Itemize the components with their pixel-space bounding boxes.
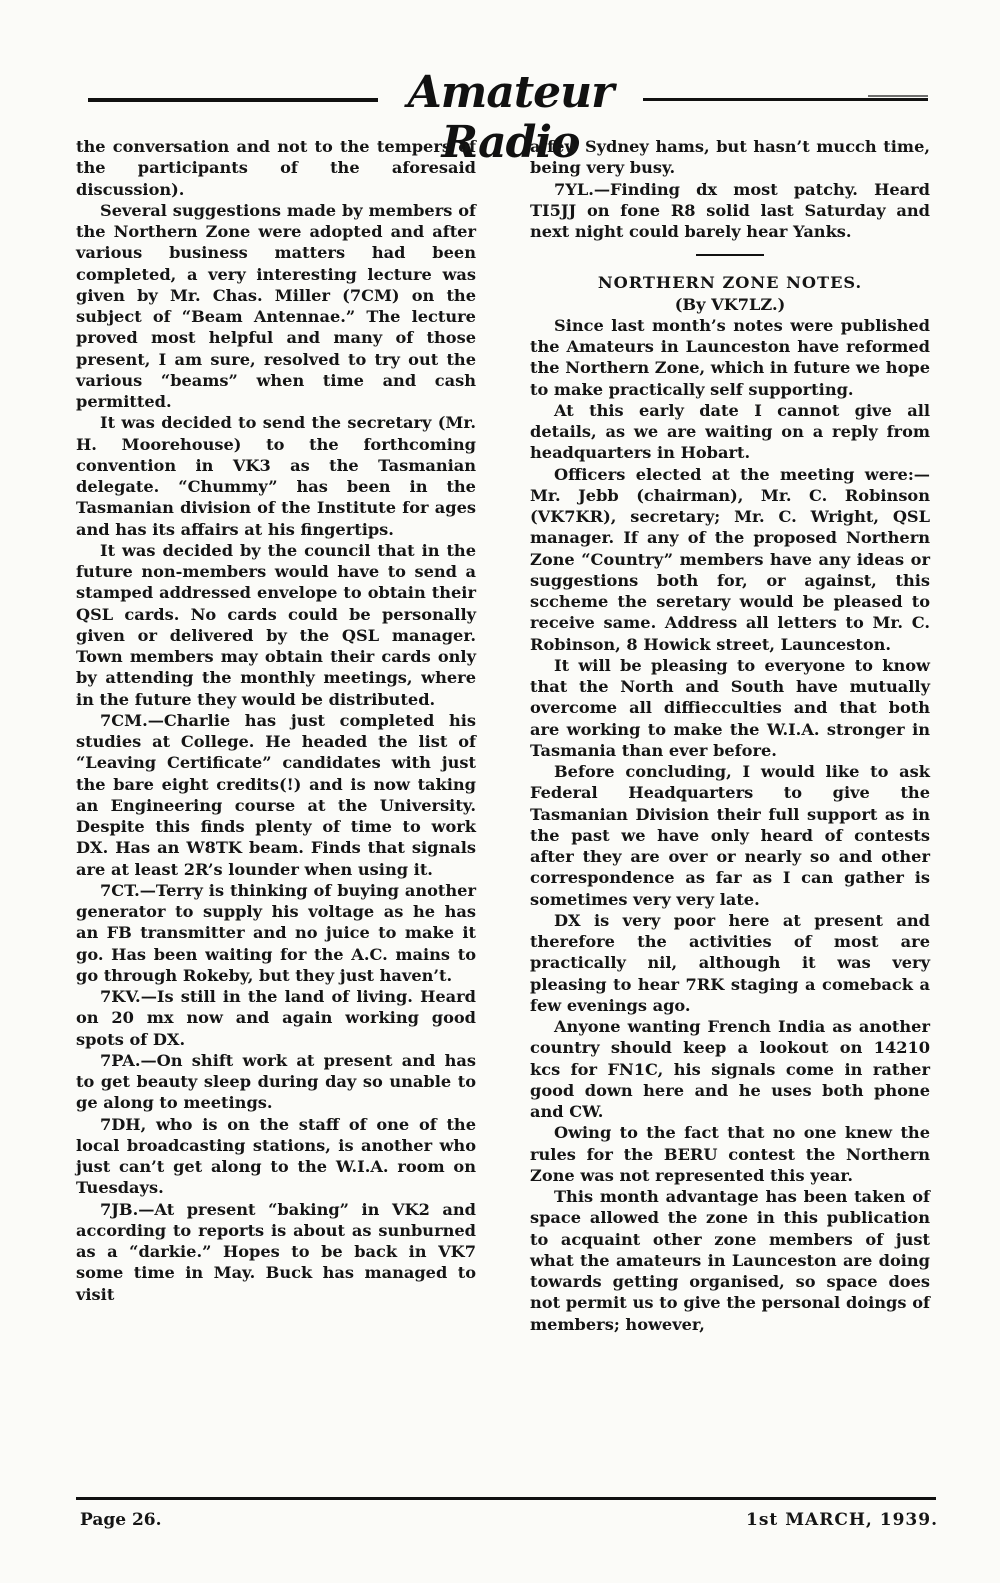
paragraph: 7PA.—On shift work at present and has to get beauty sleep during day so unable to ge along to meetings.: [76, 1050, 476, 1113]
paragraph: It was decided to send the secretary (Mr. H. Moorehouse) to the forthcoming convention in VK3 as the Tasmanian delegate. “Chummy” has been in the Tasmanian division of the Institute for ages and has its affairs at his fingertips.: [76, 413, 476, 539]
paragraph: 7JB.—At present “baking” in VK2 and according to reports is about as sunburned as a “darkie.” Hopes to be back in VK7 some time in May. Buck has managed to visit: [76, 1199, 476, 1304]
paragraph: Several suggestions made by members of the Northern Zone were adopted and after various business matters had been completed, a very interesting lecture was given by Mr. Chas. Miller (7CM) on the subject of “Beam Antennae.” The lecture proved most helpful and many of those present, I am sure, resolved to try out the various “beams” when time and cash permitted.: [76, 200, 476, 411]
page-number: Page 26.: [80, 1510, 162, 1530]
paragraph: 7DH, who is on the staff of one of the local broadcasting stations, is another who just can’t get along to the W.I.A. room on Tuesdays.: [76, 1114, 476, 1198]
section-byline: (By VK7LZ.): [674, 294, 786, 314]
footer-rule: [76, 1497, 936, 1500]
paragraph: Before concluding, I would like to ask Federal Headquarters to give the Tasmanian Division their full support as in the past we have only heard of contests after they are over or nearly so and other correspondence as far as I can gather is sometimes very very late.: [530, 762, 930, 909]
paragraph: 7YL.—Finding dx most patchy. Heard TI5JJ on fone R8 solid last Saturday and next night could barely hear Yanks.: [530, 179, 930, 241]
left-column: [76, 136, 476, 1305]
paragraph: DX is very poor here at present and therefore the activities of most are practically nil, although it was very pleasing to hear 7RK staging a comeback a few evenings ago.: [530, 910, 930, 1015]
paragraph: 7CM.—Charlie has just completed his studies at College. He headed the list of “Leaving Certificate” candidates with just the bare eight credits(!) and is now taking an Engineering course at the University. Despite this finds plenty of time to work DX. Has an W8TK beam. Finds that signals are at least 2R’s lounder when using it.: [76, 710, 476, 879]
paragraph: Officers elected at the meeting were:—Mr. Jebb (chairman), Mr. C. Robinson (VK7KR), secretary; Mr. C. Wright, QSL manager. If any of the proposed Northern Zone “Country” members have any ideas or suggestions both for, or against, this sccheme the seretary would be pleased to receive same. Address all letters to Mr. C. Robinson, 8 Howick street, Launceston.: [530, 464, 930, 654]
paragraph: a few Sydney hams, but hasn’t mucch time, being very busy.: [530, 137, 930, 178]
paragraph: Since last month’s notes were published the Amateurs in Launceston have reformed the Northern Zone, which in future we hope to make practically self supporting.: [530, 315, 930, 399]
section-divider: [696, 254, 764, 256]
paragraph: It will be pleasing to everyone to know that the North and South have mutually overcome all diffiecculties and that both are working to make the W.I.A. stronger in Tasmania than ever before.: [530, 655, 930, 760]
section-heading: NORTHERN ZONE NOTES.: [597, 273, 863, 293]
paragraph: Anyone wanting French India as another country should keep a lookout on 14210 kcs for FN1C, his signals come in rather good down here and he uses both phone and CW.: [530, 1017, 930, 1121]
paragraph: 7CT.—Terry is thinking of buying another generator to supply his voltage as he has an FB transmitter and no juice to make it go. Has been waiting for the A.C. mains to go through Rokeby, but they just haven’t.: [76, 880, 476, 985]
issue-date: 1st MARCH, 1939.: [746, 1510, 938, 1530]
masthead-rule-left: [88, 98, 378, 102]
paragraph: 7KV.—Is still in the land of living. Heard on 20 mx now and again working good spots of DX.: [76, 987, 476, 1049]
paragraph: It was decided by the council that in the future non-members would have to send a stamped addressed envelope to obtain their QSL cards. No cards could be personally given or delivered by the QSL manager. Town members may obtain their cards only by attending the monthly meetings, where in the future they would be distributed.: [76, 540, 476, 709]
paragraph: This month advantage has been taken of space allowed the zone in this publication to acquaint other zone members of just what the amateurs in Launceston are doing towards getting organised, so space does not permit us to give the personal doings of members; however,: [530, 1187, 930, 1334]
masthead-rule-right: [643, 98, 928, 101]
paragraph: Owing to the fact that no one knew the rules for the BERU contest the Northern Zone was not represented this year.: [530, 1123, 930, 1185]
paragraph: At this early date I cannot give all details, as we are waiting on a reply from headquarters in Hobart.: [530, 400, 930, 463]
paragraph: the conversation and not to the tempers of the participants of the aforesaid discussion).: [76, 137, 476, 199]
right-column: [530, 136, 930, 1335]
masthead-title: Amateur Radio: [407, 67, 614, 168]
